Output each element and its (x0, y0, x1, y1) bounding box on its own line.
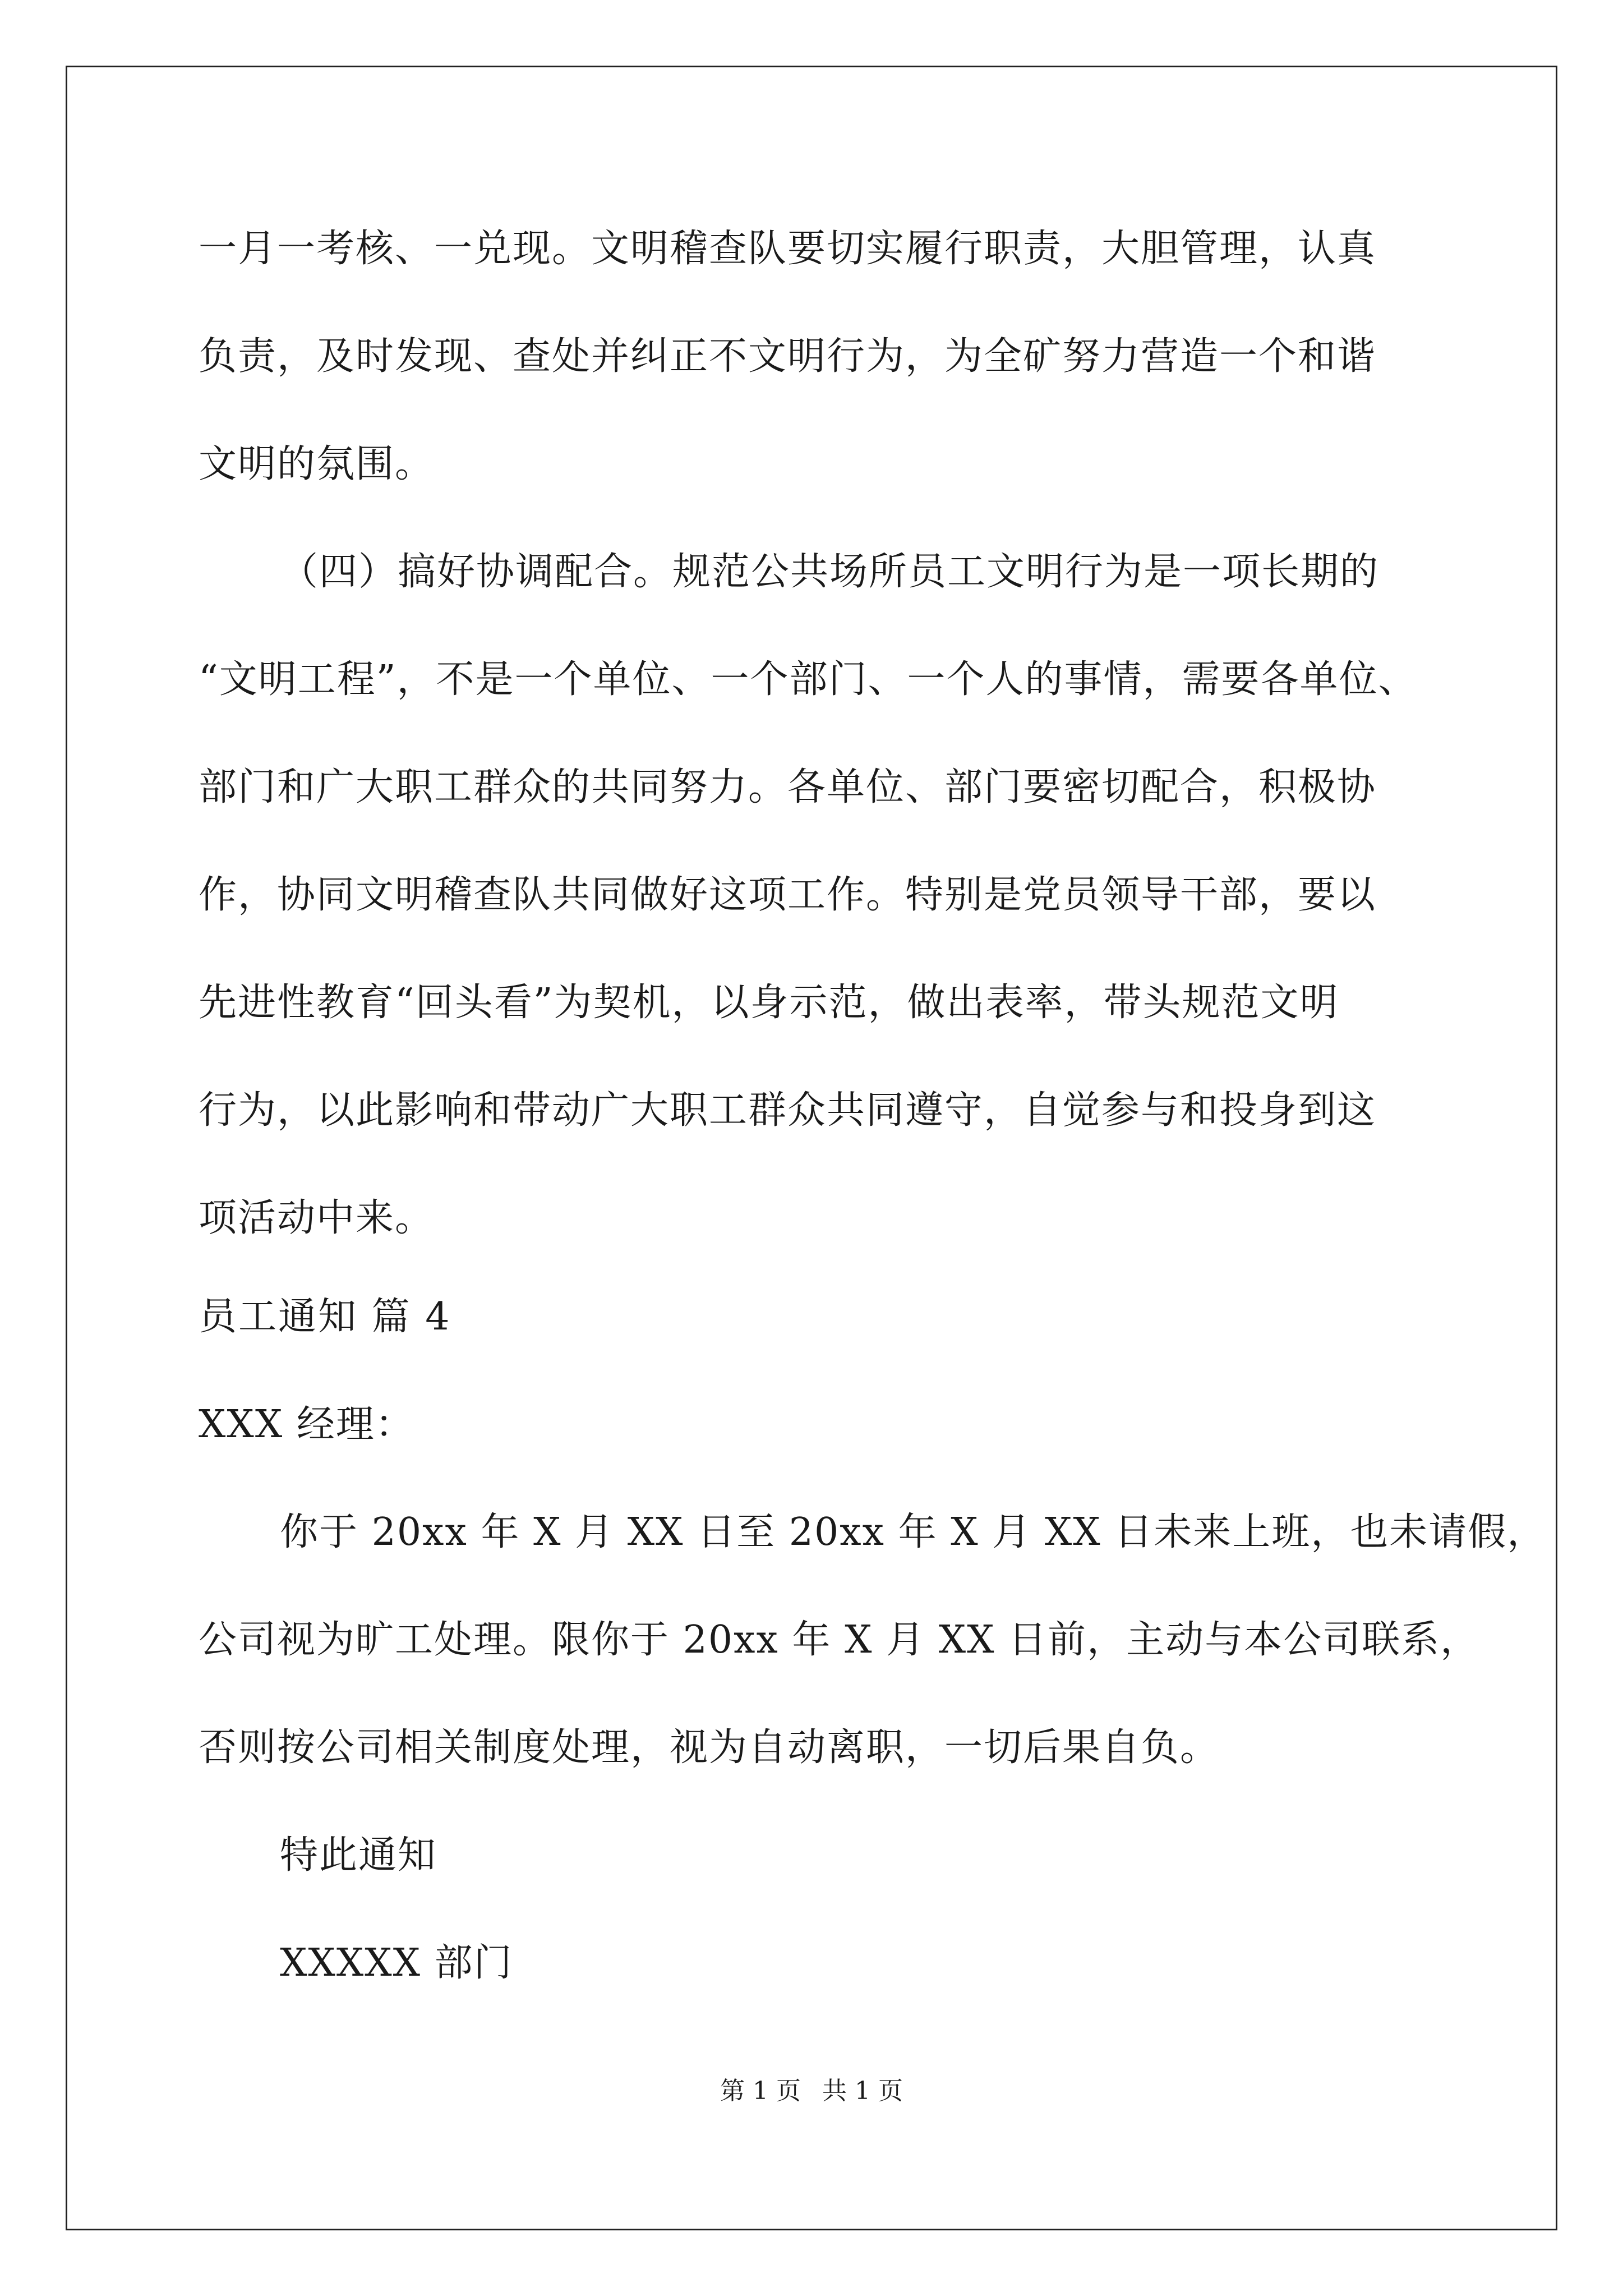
page-footer (0, 2074, 1623, 2108)
paragraph-line: 先进性教育“回头看”为契机，以身示范，做出表率，带头规范文明 (199, 981, 1339, 1025)
section-heading: 员工通知 篇 4 (199, 1295, 451, 1339)
salutation: XXX 经理： (199, 1402, 414, 1447)
paragraph-line: 部门和广大职工群众的共同努力。各单位、部门要密切配合，积极协 (199, 765, 1377, 809)
paragraph-line: 负责，及时发现、查处并纠正不文明行为，为全矿努力营造一个和谐 (199, 334, 1377, 379)
paragraph-line: 作，协同文明稽查队共同做好这项工作。特别是党员领导干部，要以 (199, 873, 1377, 917)
paragraph-line: 一月一考核、一兑现。文明稽查队要切实履行职责，大胆管理，认真 (199, 227, 1377, 271)
paragraph-line: 公司视为旷工处理。限你于 20xx 年 X 月 XX 日前，主动与本公司联系， (199, 1618, 1480, 1662)
paragraph-line: 否则按公司相关制度处理，视为自动离职，一切后果自负。 (199, 1726, 1220, 1770)
paragraph-line: （四）搞好协调配合。规范公共场所员工文明行为是一项长期的 (280, 550, 1380, 594)
paragraph-line: 行为，以此影响和带动广大职工群众共同遵守，自觉参与和投身到这 (199, 1088, 1377, 1133)
paragraph-line: 文明的氛围。 (199, 442, 435, 486)
paragraph-line: 项活动中来。 (199, 1196, 435, 1240)
page-number: 第 1 页 (720, 2077, 801, 2105)
signature-department: XXXXX 部门 (280, 1941, 513, 1985)
paragraph-line: 你于 20xx 年 X 月 XX 日至 20xx 年 X 月 XX 日未来上班，也未请假， (280, 1510, 1547, 1554)
page-total: 共 1 页 (822, 2077, 903, 2105)
paragraph-line: “文明工程”，不是一个单位、一个部门、一个人的事情，需要各单位、 (199, 657, 1418, 702)
closing-line: 特此通知 (280, 1833, 437, 1878)
